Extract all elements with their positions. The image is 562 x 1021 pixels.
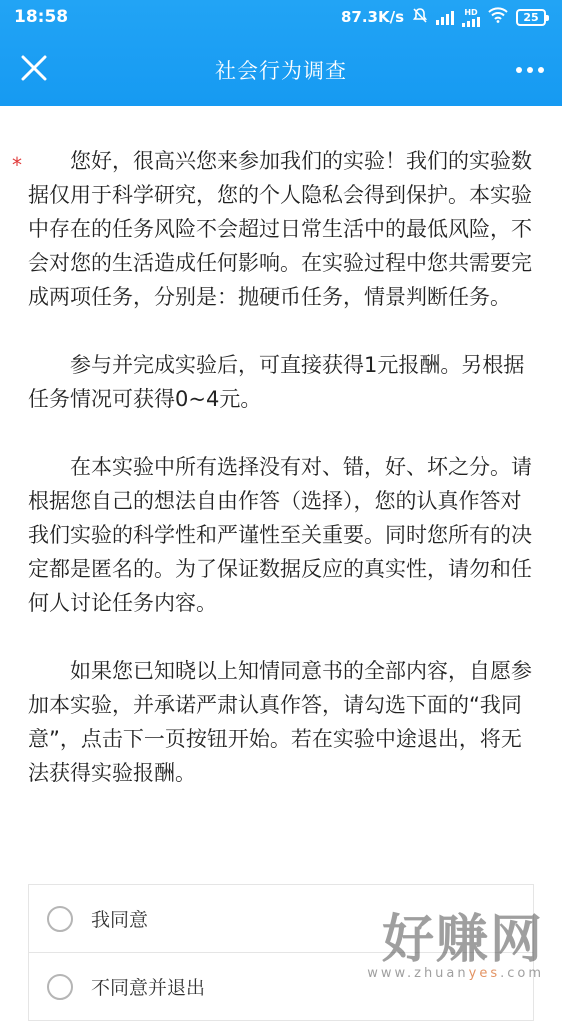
- close-button[interactable]: [14, 48, 54, 88]
- radio-button[interactable]: [47, 974, 73, 1000]
- signal-icon: [436, 9, 454, 25]
- watermark-logo: 好赚网: [381, 910, 544, 970]
- option-label: 不同意并退出: [91, 977, 206, 999]
- status-bar: [0, 0, 562, 34]
- consent-paragraph-2: 参与并完成实验后，可直接获得1元报酬。另根据任务情况可获得0~4元。: [28, 353, 525, 411]
- nav-bar: [0, 34, 562, 106]
- close-icon: [21, 55, 47, 81]
- wifi-icon: [488, 7, 508, 27]
- required-mark: *: [12, 153, 22, 177]
- site-watermark: [367, 912, 544, 981]
- signal-icon-2: HD: [462, 8, 480, 27]
- battery-icon: 25: [516, 9, 546, 26]
- more-button[interactable]: [510, 50, 550, 90]
- survey-content: [0, 106, 562, 824]
- page-title: 社会行为调查: [215, 59, 347, 83]
- status-indicators: [341, 7, 546, 28]
- network-speed: 87.3K/s: [340, 8, 404, 26]
- mute-bell-icon: [412, 7, 428, 28]
- radio-button[interactable]: [47, 906, 73, 932]
- option-label: 我同意: [91, 909, 149, 931]
- more-dots-icon: [516, 67, 522, 73]
- app-header: [0, 0, 562, 106]
- consent-paragraph-4: 如果您已知晓以上知情同意书的全部内容，自愿参加本实验，并承诺严肃认真作答，请勾选下面的“我同意”，点击下一页按钮开始。若在实验中途退出，将无法获得实验报酬。: [28, 659, 532, 785]
- watermark-url: www.zhuanyes.com: [367, 966, 544, 981]
- consent-paragraph-3: 在本实验中所有选择没有对、错，好、坏之分。请根据您自己的想法自由作答（选择），您的认真作答对我们实验的科学性和严谨性至关重要。同时您所有的决定都是匿名的。为了保证数据反应的真实性，请勿和任何人讨论任务内容。: [28, 455, 532, 615]
- status-time: 18:58: [14, 7, 69, 27]
- consent-paragraph-1: * 您好，很高兴您来参加我们的实验！我们的实验数据仅用于科学研究，您的个人隐私会得到保护。本实验中存在的任务风险不会超过日常生活中的最低风险，不会对您的生活造成任何影响。在实验过程中您共需要完成两项任务，分别是：抛硬币任务，情景判断任务。: [12, 149, 532, 309]
